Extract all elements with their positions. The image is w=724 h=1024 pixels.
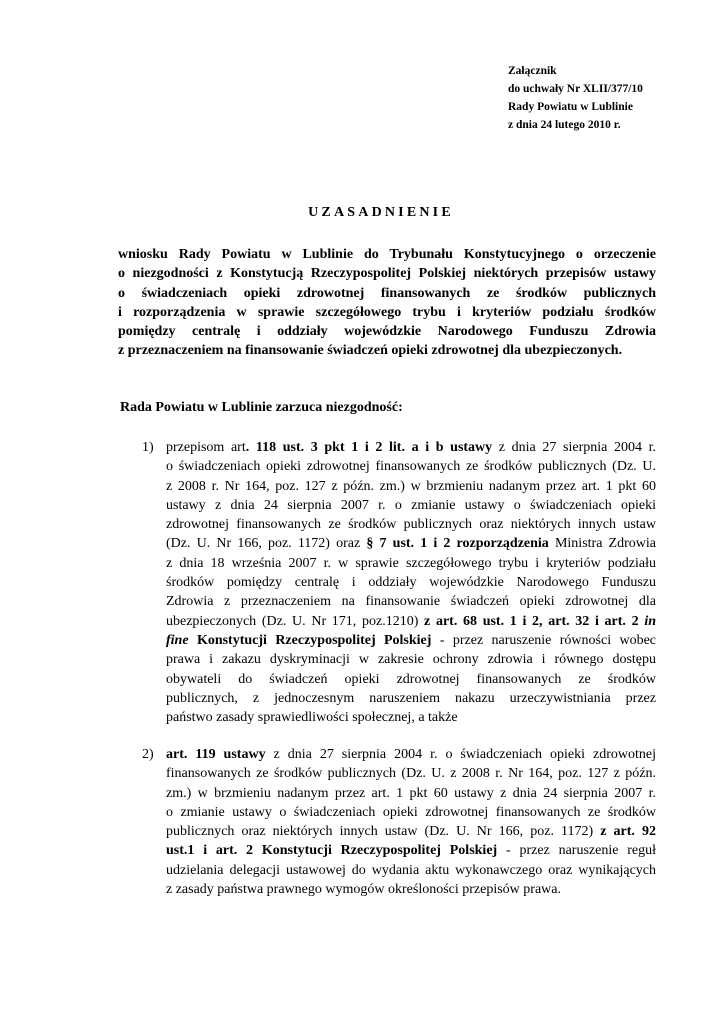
list-item-line <box>166 631 656 650</box>
list-item-line <box>166 496 656 515</box>
list-item-line <box>166 841 656 860</box>
subject-line: o świadczeniach opieki zdrowotnej finansowanych ze środków publicznych <box>118 285 656 301</box>
bold-text: z art. 92 <box>600 824 656 840</box>
text-run: publicznych, z jednoczesnym naruszeniem nakazu urzeczywistniania przez <box>166 690 656 706</box>
list-item-line <box>166 822 656 841</box>
subject-line: o niezgodności z Konstytucją Rzeczypospolitej Polskiej niektórych przepisów ustawy <box>118 266 656 282</box>
list-item-line <box>166 803 656 822</box>
attachment-line: Rady Powiatu w Lublinie <box>508 101 633 113</box>
text-run: publicznych oraz niektórych innych ustaw (Dz. U. Nr 166, poz. 1172) <box>166 824 601 840</box>
text-run: Zdrowia z przeznaczeniem na finansowanie świadczeń opieki zdrowotnej dla <box>166 594 656 610</box>
list-item-number: 2) <box>142 747 154 762</box>
bold-text: art. 119 ustawy <box>166 747 266 762</box>
document-title: UZASADNIENIE <box>308 205 454 220</box>
text-run: o zmianie ustawy o świadczeniach opieki zdrowotnej finansowanych ze środków <box>166 804 656 820</box>
list-item-line <box>166 670 656 689</box>
list-item-line <box>166 880 656 899</box>
text-run: ubezpieczonych (Dz. U. Nr 171, poz.1210) <box>166 613 425 629</box>
list-item-line <box>166 515 656 534</box>
text-run: z dnia 18 września 2007 r. w sprawie szczegółowego trybu i kryteriów podziału <box>166 555 656 571</box>
attachment-line: Załącznik <box>508 65 557 77</box>
subject-block <box>118 245 656 361</box>
list-item-line <box>166 534 656 553</box>
text-run: ustawy z dnia 24 sierpnia 2007 r. o zmianie ustawy o świadczeniach opieki <box>166 497 656 513</box>
list-item-line <box>166 612 656 631</box>
subject-line: pomiędzy centralę i oddziały wojewódzkie Narodowego Funduszu Zdrowia <box>118 324 656 340</box>
attachment-header <box>508 62 643 134</box>
text-run: zm.) w brzmieniu nadanym przez art. 1 pkt 60 ustawy z dnia 24 sierpnia 2007 r. <box>166 785 656 801</box>
list-item-line <box>166 745 656 764</box>
intro-heading: Rada Powiatu w Lublinie zarzuca niezgodność: <box>120 400 403 415</box>
bold-text: z art. 68 ust. 1 i 2, art. 32 i art. 2 <box>424 613 645 629</box>
attachment-line: do uchwały Nr XLII/377/10 <box>508 83 643 95</box>
text-run: państwo zasady sprawiedliwości społecznej, a także <box>166 710 458 726</box>
list-item-line <box>166 438 656 457</box>
text-run: - przez naruszenie równości wobec <box>431 632 656 648</box>
bold-text: in <box>644 613 656 629</box>
list-item-line <box>166 477 656 496</box>
list-item-line <box>166 764 656 783</box>
text-run: o świadczeniach opieki zdrowotnej finansowanych ze środków publicznych (Dz. U. <box>166 459 656 475</box>
list-item-line <box>166 689 656 708</box>
list-item-line <box>166 592 656 611</box>
bold-text: Konstytucji Rzeczypospolitej Polskiej <box>188 632 432 648</box>
list-item-number: 1) <box>142 440 154 455</box>
text-run: przepisom art <box>166 440 246 455</box>
subject-line: z przeznaczeniem na finansowanie świadczeń opieki zdrowotnej dla ubezpieczonych. <box>118 343 623 359</box>
text-run: - przez naruszenie reguł <box>497 843 656 859</box>
list-item-line <box>166 861 656 880</box>
text-run: obywateli do świadczeń opieki zdrowotnej finansowanych ze środków <box>166 671 656 687</box>
list-item <box>142 745 656 899</box>
bold-text: § 7 ust. 1 i 2 rozporządzenia <box>366 536 549 552</box>
attachment-line: z dnia 24 lutego 2010 r. <box>508 119 621 131</box>
text-run: prawa i zakazu dyskryminacji w zakresie ochrony zdrowia i równego dostępu <box>166 652 656 668</box>
list-item-line <box>166 784 656 803</box>
list-item-line <box>166 650 656 669</box>
list-item-line <box>166 457 656 476</box>
subject-line: i rozporządzenia w sprawie szczegółowego trybu i kryteriów podziału środków <box>118 304 656 320</box>
bold-text: . 118 ust. 3 pkt 1 i 2 lit. a i b ustawy <box>245 440 493 455</box>
list-item-line <box>166 708 656 727</box>
bold-text: fine <box>166 632 189 648</box>
text-run: zdrowotnej finansowanych ze środków publicznych oraz niektórych innych ustaw <box>166 517 656 533</box>
text-run: z dnia 27 sierpnia 2004 r. <box>492 440 656 455</box>
text-run: udzielania delegacji ustawowej do wydania aktu wykonawczego oraz wynikających <box>166 862 656 878</box>
list-item-line <box>166 554 656 573</box>
list-item-text <box>142 745 656 899</box>
text-run: z zasady państwa prawnego wymogów określoności przepisów prawa. <box>166 882 561 898</box>
list-item-text <box>142 438 656 727</box>
list-item-line <box>166 573 656 592</box>
list-item <box>142 438 656 727</box>
text-run: finansowanych ze środków publicznych (Dz. U. z 2008 r. Nr 164, poz. 127 z późn. <box>166 766 656 782</box>
subject-line: wniosku Rady Powiatu w Lublinie do Trybunału Konstytucyjnego o orzeczenie <box>118 247 656 262</box>
text-run: Ministra Zdrowia <box>548 536 656 552</box>
bold-text: ust.1 i art. 2 Konstytucji Rzeczypospolitej Polskiej <box>166 843 498 859</box>
text-run: z dnia 27 sierpnia 2004 r. o świadczeniach opieki zdrowotnej <box>265 747 656 762</box>
text-run: z 2008 r. Nr 164, poz. 127 z późn. zm.) w brzmieniu nadanym przez art. 1 pkt 60 <box>166 478 656 494</box>
text-run: środków pomiędzy centralę i oddziały wojewódzkie Narodowego Funduszu <box>166 575 656 591</box>
text-run: (Dz. U. Nr 166, poz. 1172) oraz <box>166 536 367 552</box>
